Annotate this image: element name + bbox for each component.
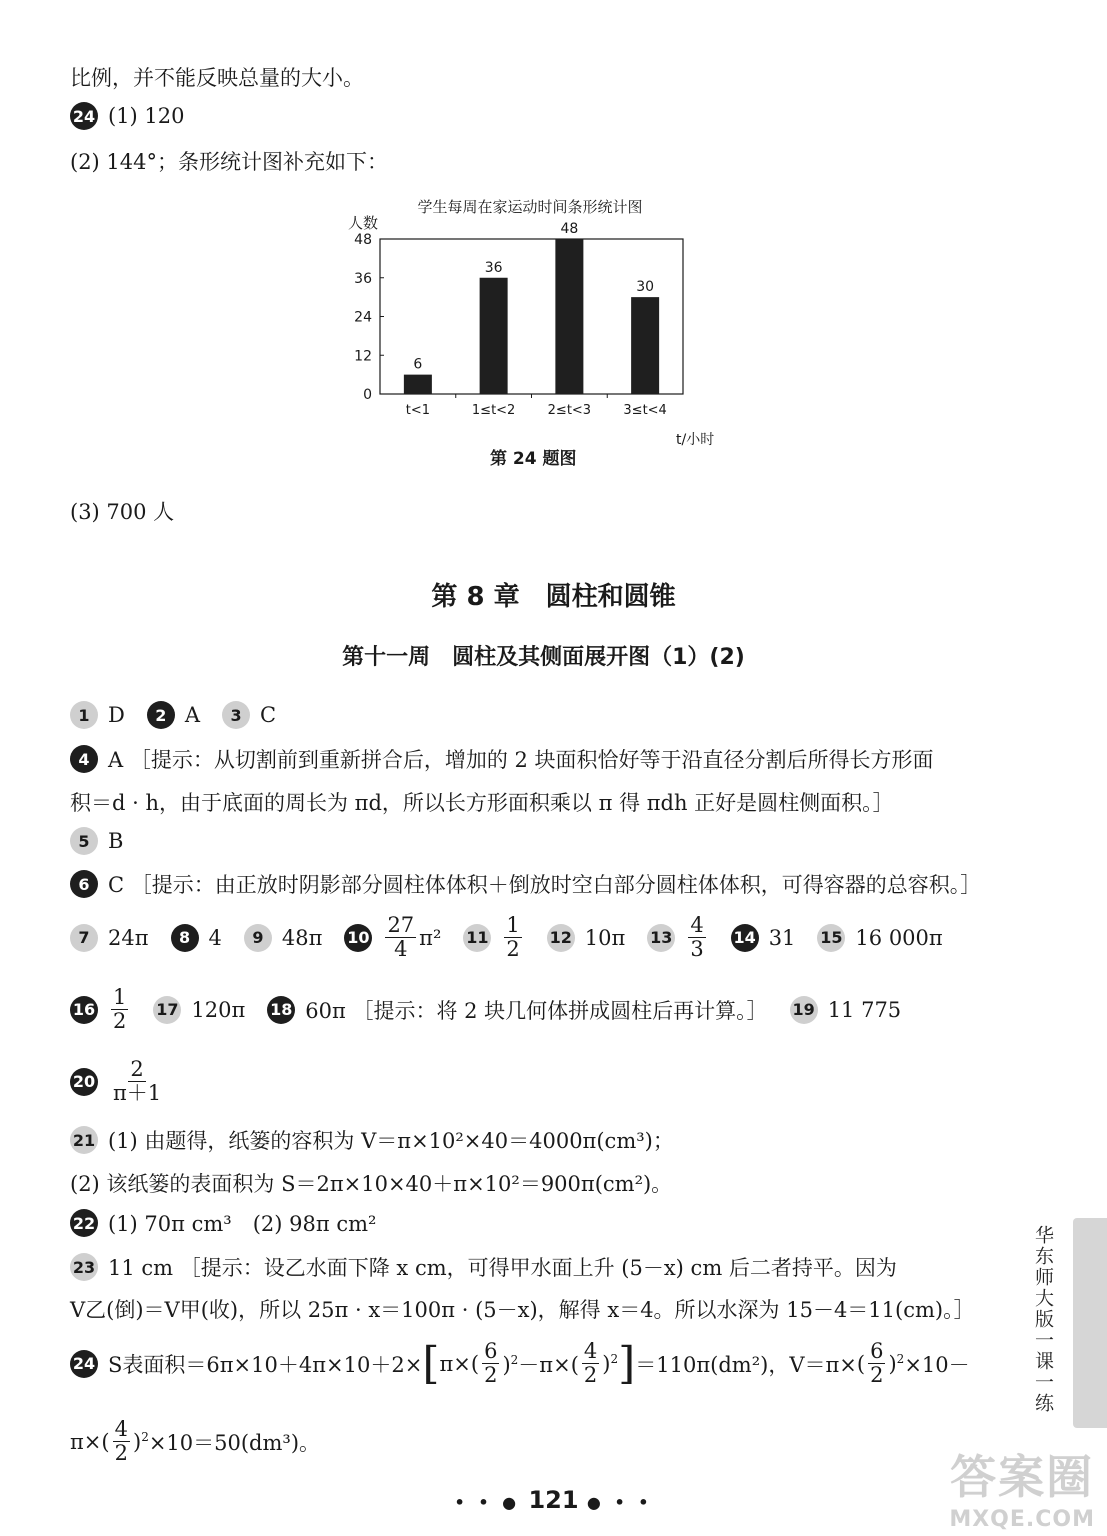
y-tick-label: 48: [354, 232, 372, 248]
question-number-badge: 2: [147, 701, 175, 729]
bar-chart: [330, 188, 750, 458]
data-label: 6: [413, 356, 423, 373]
question-number-badge: 7: [70, 924, 98, 952]
prev-q24-line3: (3) 700 人: [70, 500, 175, 524]
q5-line: [70, 827, 123, 855]
question-number-badge: 8: [171, 924, 199, 952]
answers-row-7-15: [70, 914, 943, 961]
fraction: $\frac{6}{2}$: [484, 1339, 498, 1388]
continuation-text: 比例，并不能反映总量的大小。: [70, 66, 364, 90]
question-number-badge: 11: [463, 924, 491, 952]
answer-text: 48π: [281, 925, 323, 950]
decorative-dots-left: • • ●: [454, 1493, 521, 1512]
prev-q24-line2: (2) 144°；条形统计图补充如下：: [70, 150, 389, 174]
prev-q24-line1: [70, 102, 185, 130]
answer-text: D: [108, 703, 125, 727]
answer-text: (1) 由题得，纸篓的容积为 V＝π×10²×40＝4000π(cm³)；: [108, 1129, 674, 1153]
answer-text: 16 000π: [855, 925, 943, 950]
answer-text: A: [184, 703, 201, 727]
q20-line: [70, 1058, 166, 1105]
math-power: )$^2$: [888, 1351, 905, 1376]
question-number-badge: 23: [70, 1253, 98, 1281]
math-pi: π×(: [439, 1351, 480, 1376]
bar: [480, 278, 508, 394]
fraction: $\frac{2}{\pi+1}$: [113, 1057, 162, 1106]
question-number-badge: 21: [70, 1126, 98, 1154]
math-power: )$^2$－π×(: [502, 1352, 579, 1377]
fraction: $\frac{4}{2}$: [114, 1417, 128, 1466]
left-bracket: [: [422, 1337, 440, 1389]
question-number-badge: 3: [222, 701, 250, 729]
y-axis-label: 人数: [348, 214, 379, 232]
fraction: $\frac{1}{2}$: [113, 985, 127, 1034]
figure-caption: 第 24 题图: [490, 449, 577, 469]
question-number-badge: 19: [790, 996, 818, 1024]
answer-text: π×: [70, 1429, 102, 1454]
y-tick-label: 36: [354, 270, 372, 287]
question-number-badge: 12: [547, 924, 575, 952]
y-tick-label: 0: [363, 387, 372, 403]
q24-line1: [70, 1337, 970, 1389]
fraction: $\frac{27}{4}$: [387, 913, 415, 962]
answer-text: 120π: [191, 997, 246, 1022]
question-number-badge: 15: [817, 924, 845, 952]
answer-text: ＝110π(dm²)，V＝π×: [635, 1352, 857, 1377]
math-power: )$^2$: [132, 1429, 149, 1454]
watermark: [949, 1441, 1095, 1532]
answer-text: 24π: [108, 925, 149, 950]
question-number-badge: 17: [153, 996, 181, 1024]
answer-text: S表面积＝6π×10＋4π×10＋2×: [108, 1352, 423, 1377]
q23-line2: V乙(倒)＝V甲(收)，所以 25π · x＝100π · (5－x)，解得 x＝4。所以水深为 15－4＝11(cm)。］: [70, 1298, 975, 1322]
x-tick-label: 1≤t<2: [471, 403, 516, 418]
answers-row-16-19: [70, 986, 901, 1033]
question-number-badge: 5: [70, 827, 98, 855]
x-tick-label: t<1: [405, 403, 431, 418]
answer-text: 4: [208, 925, 222, 950]
watermark-logo-text: 答案圈: [950, 1450, 1095, 1504]
math-power: (: [101, 1429, 110, 1454]
answer-text: 60π ［提示：将 2 块几何体拼成圆柱后再计算。］: [305, 998, 768, 1023]
answer-text: (1) 120: [108, 104, 185, 128]
question-number-badge: 4: [70, 745, 98, 773]
answer-text: 11 cm ［提示：设乙水面下降 x cm，可得甲水面上升 (5－x) cm 后二者持平。因为: [108, 1256, 897, 1280]
q23-line1: [70, 1252, 897, 1282]
data-label: 48: [560, 221, 579, 237]
watermark-url: MXQE.COM: [949, 1507, 1095, 1532]
q22-line: [70, 1208, 376, 1238]
answer-text: 10π: [584, 925, 626, 950]
answer-text: 11 775: [827, 997, 902, 1022]
q24-line2: [70, 1418, 320, 1465]
q4-line2: 积＝d · h，由于底面的周长为 πd，所以长方形面积乘以 π 得 πdh 正好是圆柱侧面积。］: [70, 791, 894, 815]
math-power: (: [856, 1351, 866, 1376]
question-number-badge: 6: [70, 870, 98, 898]
answer-text: (1) 70π cm³ (2) 98π cm²: [108, 1212, 377, 1236]
question-number-badge: 1: [70, 701, 98, 729]
fraction: $\frac{4}{3}$: [690, 913, 704, 962]
y-tick-label: 12: [354, 348, 372, 365]
q6-line: [70, 869, 981, 899]
bar: [404, 375, 432, 394]
question-number-badge: 16: [70, 996, 98, 1024]
answer-text: ×10－: [904, 1352, 970, 1377]
fraction: $\frac{4}{2}$: [583, 1339, 598, 1388]
page-number: 121: [528, 1486, 579, 1514]
side-label: 华东师大版一课一练: [1032, 1225, 1054, 1414]
answer-text: π²: [419, 925, 442, 950]
question-number-badge: 14: [731, 924, 759, 952]
answer-text: C ［提示：由正放时阴影部分圆柱体体积＋倒放时空白部分圆柱体体积，可得容器的总容积。］: [108, 873, 982, 897]
question-number-badge: 10: [344, 924, 372, 952]
x-tick-label: 2≤t<3: [547, 403, 592, 418]
question-number-badge: 18: [267, 996, 295, 1024]
question-number-badge: 24: [70, 1350, 98, 1378]
decorative-dots-right: ● • •: [586, 1493, 653, 1512]
question-number-badge: 24: [70, 102, 98, 130]
answer-text: C: [260, 703, 277, 727]
answer-text: B: [108, 829, 124, 853]
bar: [555, 239, 583, 394]
q4-line1: [70, 744, 934, 774]
question-number-badge: 9: [244, 924, 272, 952]
fraction: $\frac{6}{2}$: [870, 1339, 884, 1388]
page-number-row: [0, 1486, 1107, 1514]
data-label: 30: [636, 279, 655, 296]
fraction: $\frac{1}{2}$: [506, 913, 520, 962]
data-label: 36: [484, 259, 503, 276]
question-number-badge: 22: [70, 1209, 98, 1237]
q21-line1: [70, 1125, 674, 1155]
q21-line2: (2) 该纸篓的表面积为 S＝2π×10×40＋π×10²＝900π(cm²)。: [70, 1172, 673, 1196]
question-number-badge: 20: [70, 1068, 98, 1096]
side-tab: [1073, 1218, 1107, 1428]
math-power: )$^2$: [602, 1351, 619, 1376]
x-axis-label: t/小时: [676, 432, 715, 448]
right-bracket: ]: [618, 1337, 636, 1389]
y-tick-label: 24: [354, 309, 372, 326]
answers-row-1-3: [70, 701, 276, 729]
answer-text: 31: [768, 925, 796, 950]
answer-text: ×10＝50(dm³)。: [148, 1430, 321, 1455]
answer-text: A ［提示：从切割前到重新拼合后，增加的 2 块面积恰好等于沿直径分割后所得长方形面: [108, 748, 934, 772]
x-tick-label: 3≤t<4: [623, 403, 667, 418]
bar: [631, 297, 659, 394]
chart-title: 学生每周在家运动时间条形统计图: [417, 198, 643, 216]
chapter-title: 第 8 章 圆柱和圆锥: [431, 582, 676, 612]
week-title: 第十一周 圆柱及其侧面展开图（1）(2): [342, 645, 745, 670]
question-number-badge: 13: [647, 924, 675, 952]
